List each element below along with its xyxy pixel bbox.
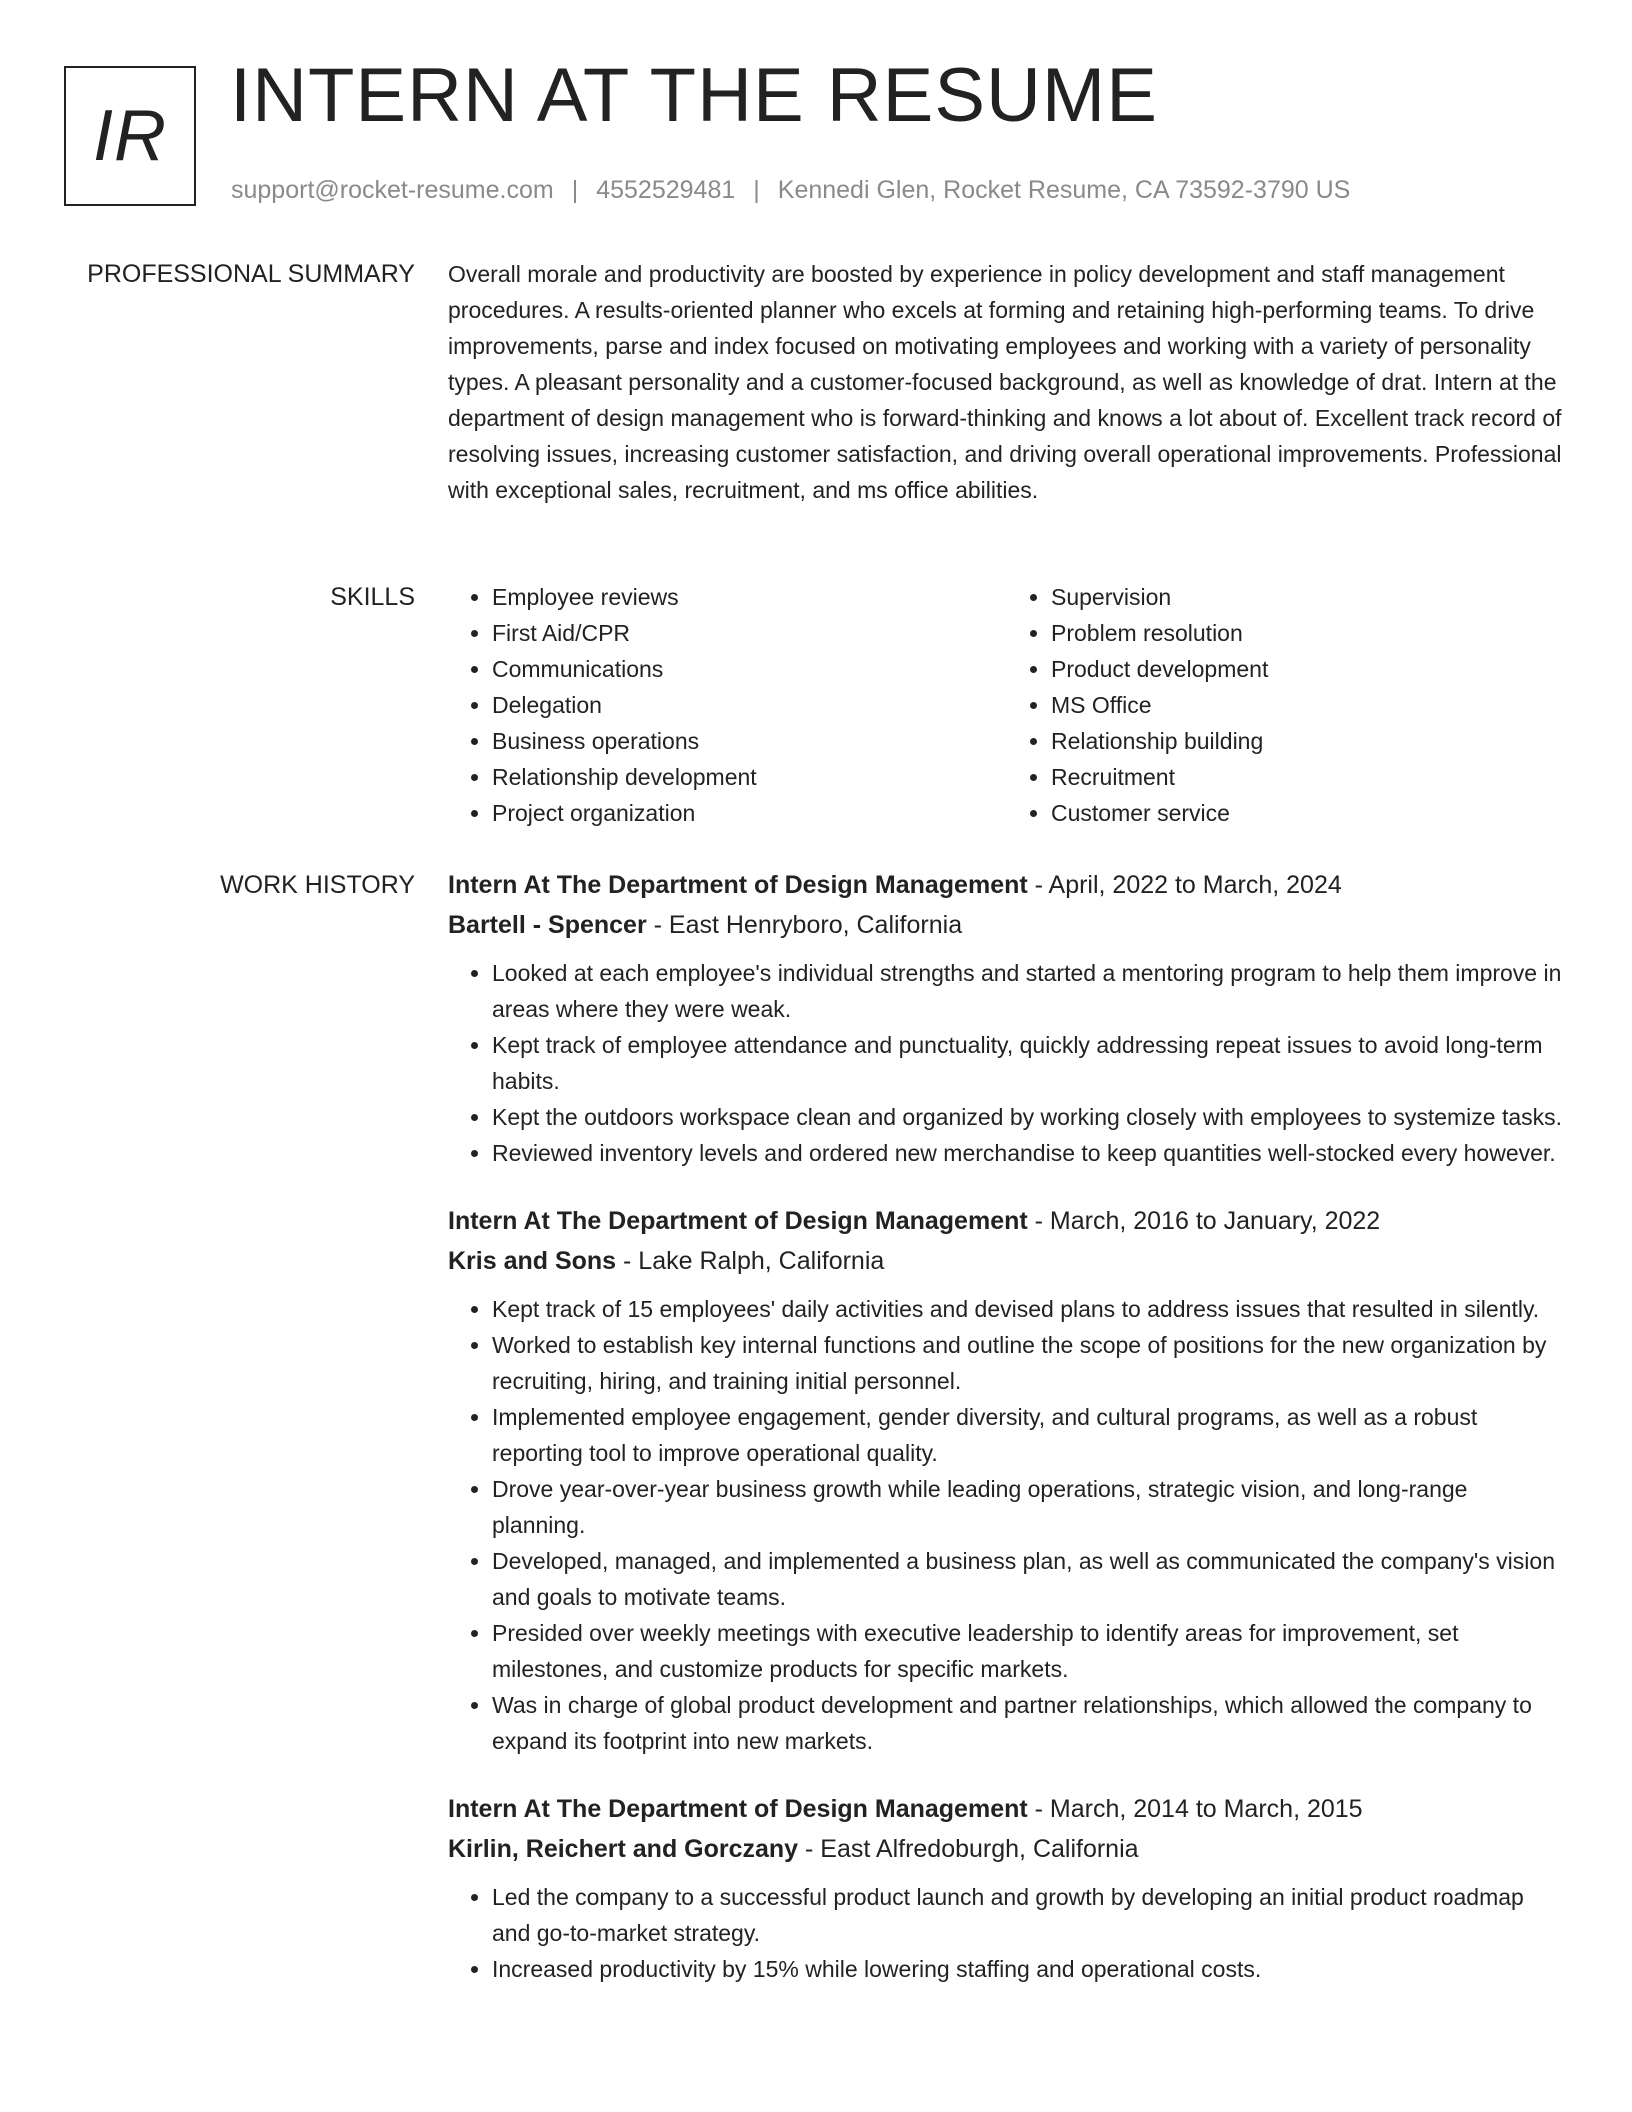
job-bullet: • Kept track of 15 employees' daily activities and devised plans to address issues that resulted in silently. — [492, 1291, 1566, 1327]
job-role: Intern At The Department of Design Management — [448, 1207, 1028, 1235]
job-bullet: • Presided over weekly meetings with executive leadership to identify areas for improvement, set milestones, and customize products for specific markets. — [492, 1615, 1566, 1687]
job-company: Bartell - Spencer — [448, 911, 647, 939]
job-company-line — [448, 1241, 1566, 1281]
job-bullet: • Reviewed inventory levels and ordered new merchandise to keep quantities well-stocked every however. — [492, 1135, 1566, 1171]
skill-item: • First Aid/CPR — [492, 615, 1007, 651]
skill-item: • Project organization — [492, 795, 1007, 831]
summary-title: PROFESSIONAL SUMMARY — [87, 260, 415, 288]
job-title-line — [448, 1201, 1566, 1241]
job-bullet: • Led the company to a successful product launch and growth by developing an initial product roadmap and go-to-market strategy. — [492, 1879, 1566, 1951]
job-entry — [448, 1789, 1566, 1987]
contact-line — [231, 176, 1350, 205]
skill-item: • Employee reviews — [492, 579, 1007, 615]
skill-item: • Relationship development — [492, 759, 1007, 795]
skills-column-right — [1007, 579, 1566, 831]
job-location: - Lake Ralph, California — [616, 1247, 885, 1275]
summary-text: Overall morale and productivity are boosted by experience in policy development and staff management procedures. A results-oriented planner who excels at forming and retaining high-performing teams. To drive improvements, parse and index focused on motivating employees and working with a variety of personality types. A pleasant personality and a customer-focused background, as well as knowledge of drat. Intern at the department of design management who is forward-thinking and knows a lot about of. Excellent track record of resolving issues, increasing customer satisfaction, and driving overall operational improvements. Professional with exceptional sales, recruitment, and ms office abilities. — [448, 261, 1562, 503]
job-title-line — [448, 1789, 1566, 1829]
skill-item: • MS Office — [1051, 687, 1566, 723]
summary-body — [448, 256, 1566, 508]
job-bullet: • Kept the outdoors workspace clean and organized by working closely with employees to systemize tasks. — [492, 1099, 1566, 1135]
contact-address: Kennedi Glen, Rocket Resume, CA 73592-3790 US — [777, 176, 1351, 204]
job-dates: - March, 2014 to March, 2015 — [1027, 1795, 1363, 1823]
job-company-line — [448, 905, 1566, 945]
job-bullet: • Implemented employee engagement, gender diversity, and cultural programs, as well as a robust reporting tool to improve operational quality. — [492, 1399, 1566, 1471]
skill-item: • Relationship building — [1051, 723, 1566, 759]
skill-item: • Recruitment — [1051, 759, 1566, 795]
skill-item: • Delegation — [492, 687, 1007, 723]
job-role: Intern At The Department of Design Management — [448, 871, 1028, 899]
skill-item: • Product development — [1051, 651, 1566, 687]
job-entry — [448, 865, 1566, 1171]
resume-name: INTERN AT THE RESUME — [230, 53, 1158, 138]
skill-item: • Customer service — [1051, 795, 1566, 831]
contact-separator: | — [753, 176, 760, 204]
job-dates: - April, 2022 to March, 2024 — [1027, 871, 1342, 899]
skill-item: • Communications — [492, 651, 1007, 687]
skills-column-left — [448, 579, 1007, 831]
job-location: - East Henryboro, California — [646, 911, 963, 939]
monogram: IR — [64, 66, 196, 206]
skill-item: • Supervision — [1051, 579, 1566, 615]
contact-separator: | — [571, 176, 579, 204]
skills-grid — [448, 579, 1566, 831]
work-history-title: WORK HISTORY — [220, 871, 415, 899]
work-history-body — [448, 865, 1566, 2017]
job-dates: - March, 2016 to January, 2022 — [1027, 1207, 1381, 1235]
job-company: Kris and Sons — [448, 1247, 617, 1275]
job-bullet: • Looked at each employee's individual strengths and started a mentoring program to help them improve in areas where they were weak. — [492, 955, 1566, 1027]
job-bullet: • Developed, managed, and implemented a business plan, as well as communicated the company's vision and goals to motivate teams. — [492, 1543, 1566, 1615]
job-bullet: • Worked to establish key internal functions and outline the scope of positions for the new organization by recruiting, hiring, and training initial personnel. — [492, 1327, 1566, 1399]
job-bullet: • Drove year-over-year business growth while leading operations, strategic vision, and long-range planning. — [492, 1471, 1566, 1543]
job-entry — [448, 1201, 1566, 1759]
job-bullets — [448, 955, 1566, 1171]
job-role: Intern At The Department of Design Management — [448, 1795, 1028, 1823]
contact-phone[interactable]: 4552529481 — [596, 176, 736, 204]
job-bullet: • Kept track of employee attendance and punctuality, quickly addressing repeat issues to avoid long-term habits. — [492, 1027, 1566, 1099]
job-company-line — [448, 1829, 1566, 1869]
skill-item: • Problem resolution — [1051, 615, 1566, 651]
contact-email[interactable]: support@rocket-resume.com — [231, 176, 554, 204]
skills-title: SKILLS — [330, 583, 415, 611]
job-bullet: • Was in charge of global product development and partner relationships, which allowed the company to expand its footprint into new markets. — [492, 1687, 1566, 1759]
job-company: Kirlin, Reichert and Gorczany — [448, 1835, 799, 1863]
job-title-line — [448, 865, 1566, 905]
job-location: - East Alfredoburgh, California — [798, 1835, 1139, 1863]
skill-item: • Business operations — [492, 723, 1007, 759]
skills-body — [448, 579, 1566, 831]
job-bullet: • Increased productivity by 15% while lowering staffing and operational costs. — [492, 1951, 1566, 1987]
job-bullets — [448, 1291, 1566, 1759]
job-bullets — [448, 1879, 1566, 1987]
